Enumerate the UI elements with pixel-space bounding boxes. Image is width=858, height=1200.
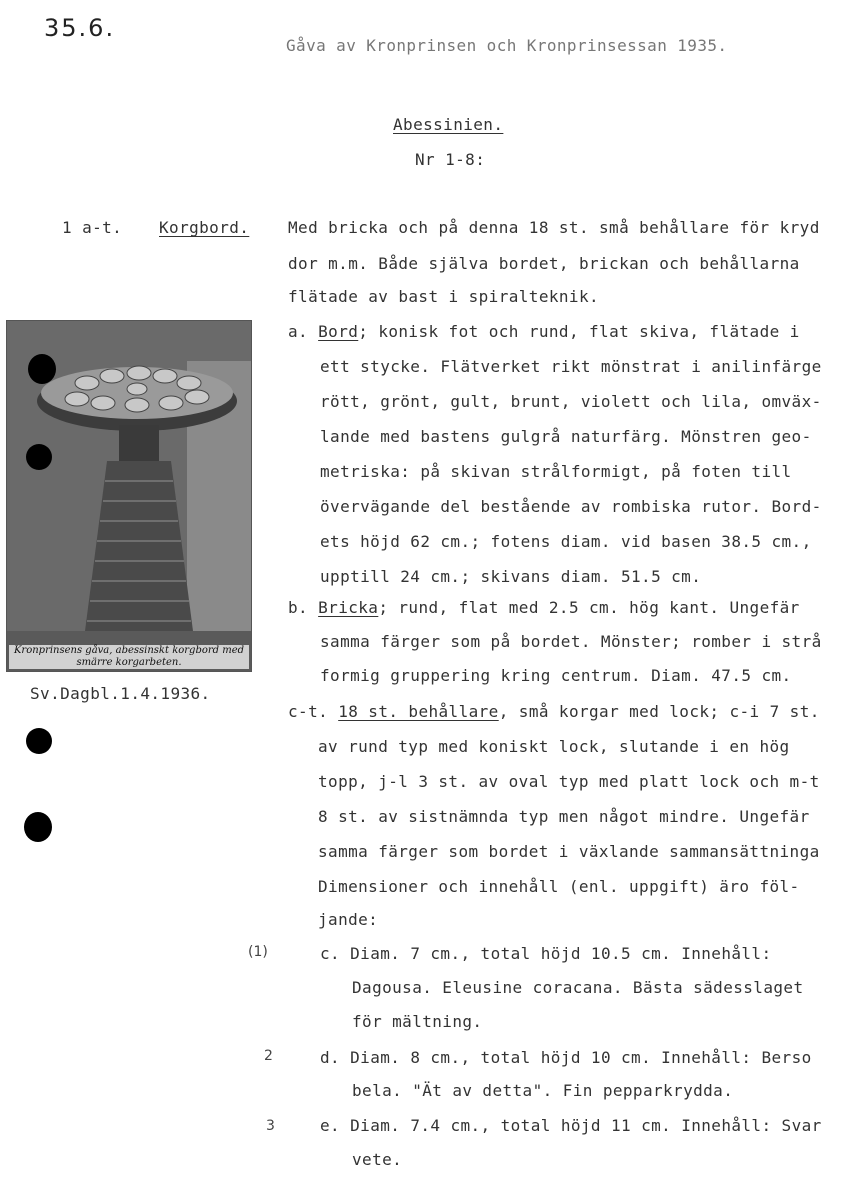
- item-prefix: e.: [320, 1116, 341, 1135]
- section-term: 18 st. behållare: [338, 702, 499, 721]
- margin-number: 2: [264, 1048, 273, 1064]
- text-line: samma färger som på bordet. Mönster; romber i strå: [320, 632, 822, 651]
- margin-number: (1): [248, 944, 268, 960]
- section-a-first-line: [288, 322, 800, 341]
- item-d: [320, 1048, 856, 1118]
- punch-hole: [26, 728, 52, 754]
- section-prefix: c-t.: [288, 702, 329, 721]
- section-term: Bord: [318, 322, 359, 341]
- number-range: Nr 1-8:: [415, 150, 486, 169]
- text-line: ets höjd 62 cm.; fotens diam. vid basen 38.5 cm.,: [320, 532, 812, 551]
- text-line: Dagousa. Eleusine coracana. Bästa sädesslaget: [352, 978, 804, 997]
- text-line: vete.: [352, 1150, 403, 1169]
- text-line: jande:: [318, 910, 379, 929]
- text-line: Med bricka och på denna 18 st. små behållare för kryd: [288, 218, 820, 237]
- punch-hole: [24, 812, 52, 842]
- section-prefix: b.: [288, 598, 309, 617]
- section-c-t: [288, 702, 856, 932]
- item-prefix: c.: [320, 944, 341, 963]
- photo-caption: Kronprinsens gåva, abessinskt korgbord med smärre korgarbeten.: [9, 645, 249, 669]
- text-line: samma färger som bordet i växlande sammansättninga: [318, 842, 820, 861]
- section-first-text: ; rund, flat med 2.5 cm. hög kant. Ungefär: [378, 598, 800, 617]
- text-line: för mältning.: [352, 1012, 483, 1031]
- text-line: ett stycke. Flätverket rikt mönstrat i anilinfärge: [320, 357, 822, 376]
- item-c: [320, 944, 856, 1044]
- text-line: [320, 944, 772, 963]
- margin-number: 3: [266, 1118, 275, 1134]
- item-text: Diam. 7.4 cm., total höjd 11 cm. Innehåll: Svar: [350, 1116, 822, 1135]
- photo-source: Sv.Dagbl.1.4.1936.: [30, 684, 211, 703]
- text-line: formig gruppering kring centrum. Diam. 47.5 cm.: [320, 666, 792, 685]
- entry-intro: [288, 218, 856, 318]
- text-line: Dimensioner och innehåll (enl. uppgift) äro föl-: [318, 877, 800, 896]
- section-a: [288, 322, 856, 592]
- section-first-text: , små korgar med lock; c-i 7 st.: [498, 702, 820, 721]
- entry-title: Korgbord.: [159, 218, 250, 237]
- text-line: topp, j-l 3 st. av oval typ med platt lock och m-t: [318, 772, 820, 791]
- punch-hole: [26, 444, 52, 470]
- text-line: [320, 1048, 812, 1067]
- text-line: av rund typ med koniskt lock, slutande i en hög: [318, 737, 790, 756]
- text-line: [320, 1116, 822, 1135]
- entry-label: 1 a-t.: [62, 218, 123, 237]
- text-line: dor m.m. Både själva bordet, brickan och behållarna: [288, 254, 800, 273]
- text-line: rött, grönt, gult, brunt, violett och lila, omväx-: [320, 392, 822, 411]
- item-text: Diam. 8 cm., total höjd 10 cm. Innehåll: Berso: [350, 1048, 812, 1067]
- section-b: [288, 598, 856, 698]
- text-line: flätade av bast i spiralteknik.: [288, 287, 600, 306]
- region-heading: Abessinien.: [393, 115, 504, 134]
- text-line: 8 st. av sistnämnda typ men något mindre. Ungefär: [318, 807, 810, 826]
- item-text: Diam. 7 cm., total höjd 10.5 cm. Innehåll:: [350, 944, 772, 963]
- section-ct-first-line: [288, 702, 820, 721]
- text-line: övervägande del bestående av rombiska rutor. Bord-: [320, 497, 822, 516]
- text-line: bela. "Ät av detta". Fin pepparkrydda.: [352, 1081, 734, 1100]
- text-line: metriska: på skivan strålformigt, på foten till: [320, 462, 792, 481]
- section-first-text: ; konisk fot och rund, flat skiva, flätade i: [358, 322, 800, 341]
- accession-number: 35.6.: [44, 14, 116, 42]
- text-line: lande med bastens gulgrå naturfärg. Mönstren geo-: [320, 427, 812, 446]
- item-e: [320, 1116, 856, 1186]
- text-line: upptill 24 cm.; skivans diam. 51.5 cm.: [320, 567, 702, 586]
- item-prefix: d.: [320, 1048, 341, 1067]
- section-prefix: a.: [288, 322, 309, 341]
- section-b-first-line: [288, 598, 800, 617]
- punch-hole: [28, 354, 56, 384]
- donation-header: Gåva av Kronprinsen och Kronprinsessan 1935.: [286, 36, 728, 55]
- section-term: Bricka: [318, 598, 379, 617]
